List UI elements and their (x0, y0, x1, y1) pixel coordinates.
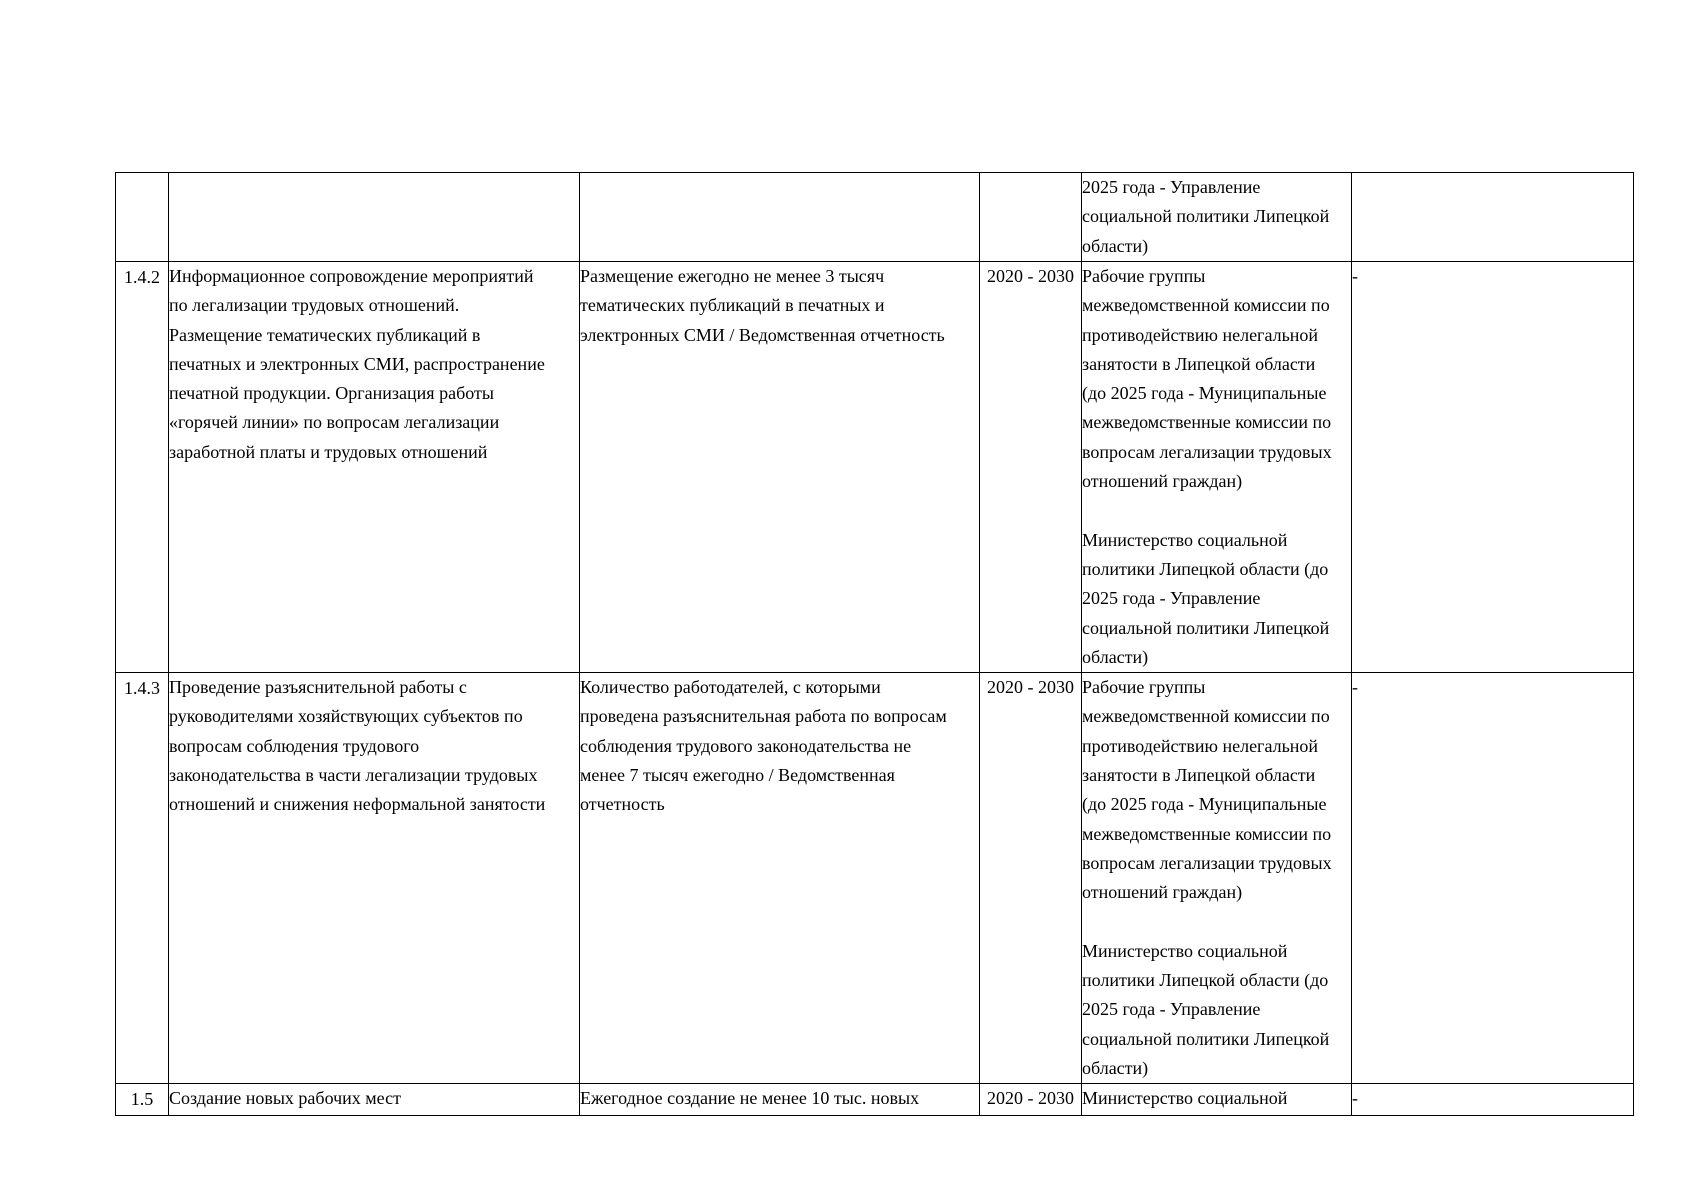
note-text: - (1352, 677, 1358, 698)
responsible-line: политики Липецкой области (до (1082, 970, 1329, 991)
responsible-line: Министерство социальной (1082, 940, 1288, 961)
period-text: 2020 - 2030 (987, 1088, 1074, 1109)
note-cell (1352, 262, 1634, 673)
responsible-line: вопросам легализации трудовых (1082, 852, 1332, 873)
responsible-line: 2025 года - Управление (1082, 999, 1261, 1020)
activity-line: Создание новых рабочих мест (169, 1088, 401, 1109)
responsible-line: политики Липецкой области (до (1082, 558, 1329, 579)
period-text: 2020 - 2030 (987, 266, 1074, 286)
responsible-line: занятости в Липецкой области (1082, 765, 1316, 786)
indicator-line: соблюдения трудового законодательства не (580, 735, 912, 756)
table-body (116, 173, 1634, 1116)
indicator-cell (580, 1084, 980, 1115)
row-number-cell (116, 673, 169, 1084)
responsible-line: Рабочие группы (1082, 266, 1206, 286)
activity-cell (169, 173, 580, 262)
responsible-line: отношений граждан) (1082, 471, 1243, 492)
row-number-cell (116, 1084, 169, 1115)
activity-line: заработной платы и трудовых отношений (169, 441, 488, 462)
indicator-line: Ежегодное создание не менее 10 тыс. новых (580, 1088, 920, 1109)
responsible-line: межведомственной комиссии по (1082, 295, 1330, 316)
table-row (116, 673, 1634, 1084)
paragraph-gap (1082, 496, 1351, 525)
indicator-line: электронных СМИ / Ведомственная отчетность (580, 324, 945, 345)
table-row (116, 173, 1634, 262)
row-number-cell (116, 173, 169, 262)
indicator-line: Размещение ежегодно не менее 3 тысяч (580, 266, 885, 286)
note-text: - (1352, 266, 1358, 286)
indicator-line: менее 7 тысяч ежегодно / Ведомственная (580, 765, 895, 786)
period-cell (980, 173, 1082, 262)
activity-line: печатной продукции. Организация работы (169, 383, 494, 404)
indicator-cell (580, 173, 980, 262)
responsible-line: Министерство социальной (1082, 1088, 1288, 1109)
activity-line: Информационное сопровождение мероприятий (169, 266, 534, 286)
responsible-cell (1082, 173, 1352, 262)
responsible-line: межведомственной комиссии по (1082, 706, 1330, 727)
responsible-line: 2025 года - Управление (1082, 588, 1261, 609)
responsible-line: области) (1082, 646, 1149, 667)
row-number: 1.5 (130, 1089, 154, 1110)
responsible-cell (1082, 262, 1352, 673)
table-row (116, 1084, 1634, 1115)
activity-line: печатных и электронных СМИ, распространение (169, 353, 545, 374)
responsible-line: Рабочие группы (1082, 677, 1206, 698)
note-cell (1352, 673, 1634, 1084)
row-number: 1.4.2 (124, 267, 160, 287)
responsible-line: отношений граждан) (1082, 882, 1243, 903)
row-number (116, 173, 168, 174)
activity-cell (169, 1084, 580, 1115)
table-row (116, 262, 1634, 673)
activity-line: «горячей линии» по вопросам легализации (169, 412, 500, 433)
activity-line: Размещение тематических публикаций в (169, 324, 481, 345)
row-number: 1.4.3 (124, 678, 160, 699)
period-cell (980, 262, 1082, 673)
activity-line: законодательства в части легализации трудовых (169, 765, 538, 786)
indicator-cell (580, 673, 980, 1084)
period-cell (980, 1084, 1082, 1115)
responsible-line: социальной политики Липецкой (1082, 617, 1330, 638)
responsible-line: области) (1082, 1058, 1149, 1079)
responsible-line: Министерство социальной (1082, 529, 1288, 550)
responsible-line: межведомственные комиссии по (1082, 823, 1332, 844)
responsible-line: социальной политики Липецкой (1082, 206, 1330, 227)
activity-line: по легализации трудовых отношений. (169, 295, 460, 316)
activity-line: руководителями хозяйствующих субъектов по (169, 706, 523, 727)
activity-line: вопросам соблюдения трудового (169, 735, 420, 756)
measures-table (115, 172, 1634, 1116)
indicator-line: проведена разъяснительная работа по вопросам (580, 706, 947, 727)
responsible-line: противодействию нелегальной (1082, 735, 1319, 756)
indicator-line: тематических публикаций в печатных и (580, 295, 885, 316)
indicator-line: отчетность (580, 794, 665, 815)
responsible-line: противодействию нелегальной (1082, 324, 1319, 345)
responsible-line: области) (1082, 235, 1149, 256)
activity-cell (169, 262, 580, 673)
activity-line: Проведение разъяснительной работы с (169, 677, 467, 698)
responsible-cell (1082, 1084, 1352, 1115)
paragraph-gap (1082, 908, 1351, 937)
indicator-line: Количество работодателей, с которыми (580, 677, 881, 698)
responsible-line: занятости в Липецкой области (1082, 353, 1316, 374)
responsible-line: социальной политики Липецкой (1082, 1028, 1330, 1049)
note-text: - (1352, 1088, 1358, 1109)
indicator-cell (580, 262, 980, 673)
responsible-line: вопросам легализации трудовых (1082, 441, 1332, 462)
responsible-line: межведомственные комиссии по (1082, 412, 1332, 433)
activity-line: отношений и снижения неформальной занятости (169, 794, 546, 815)
note-cell (1352, 173, 1634, 262)
period-cell (980, 673, 1082, 1084)
responsible-cell (1082, 673, 1352, 1084)
row-number-cell (116, 262, 169, 673)
activity-cell (169, 673, 580, 1084)
responsible-line: (до 2025 года - Муниципальные (1082, 383, 1327, 404)
responsible-line: 2025 года - Управление (1082, 177, 1261, 197)
period-text: 2020 - 2030 (987, 677, 1074, 698)
note-cell (1352, 1084, 1634, 1115)
responsible-line: (до 2025 года - Муниципальные (1082, 794, 1327, 815)
